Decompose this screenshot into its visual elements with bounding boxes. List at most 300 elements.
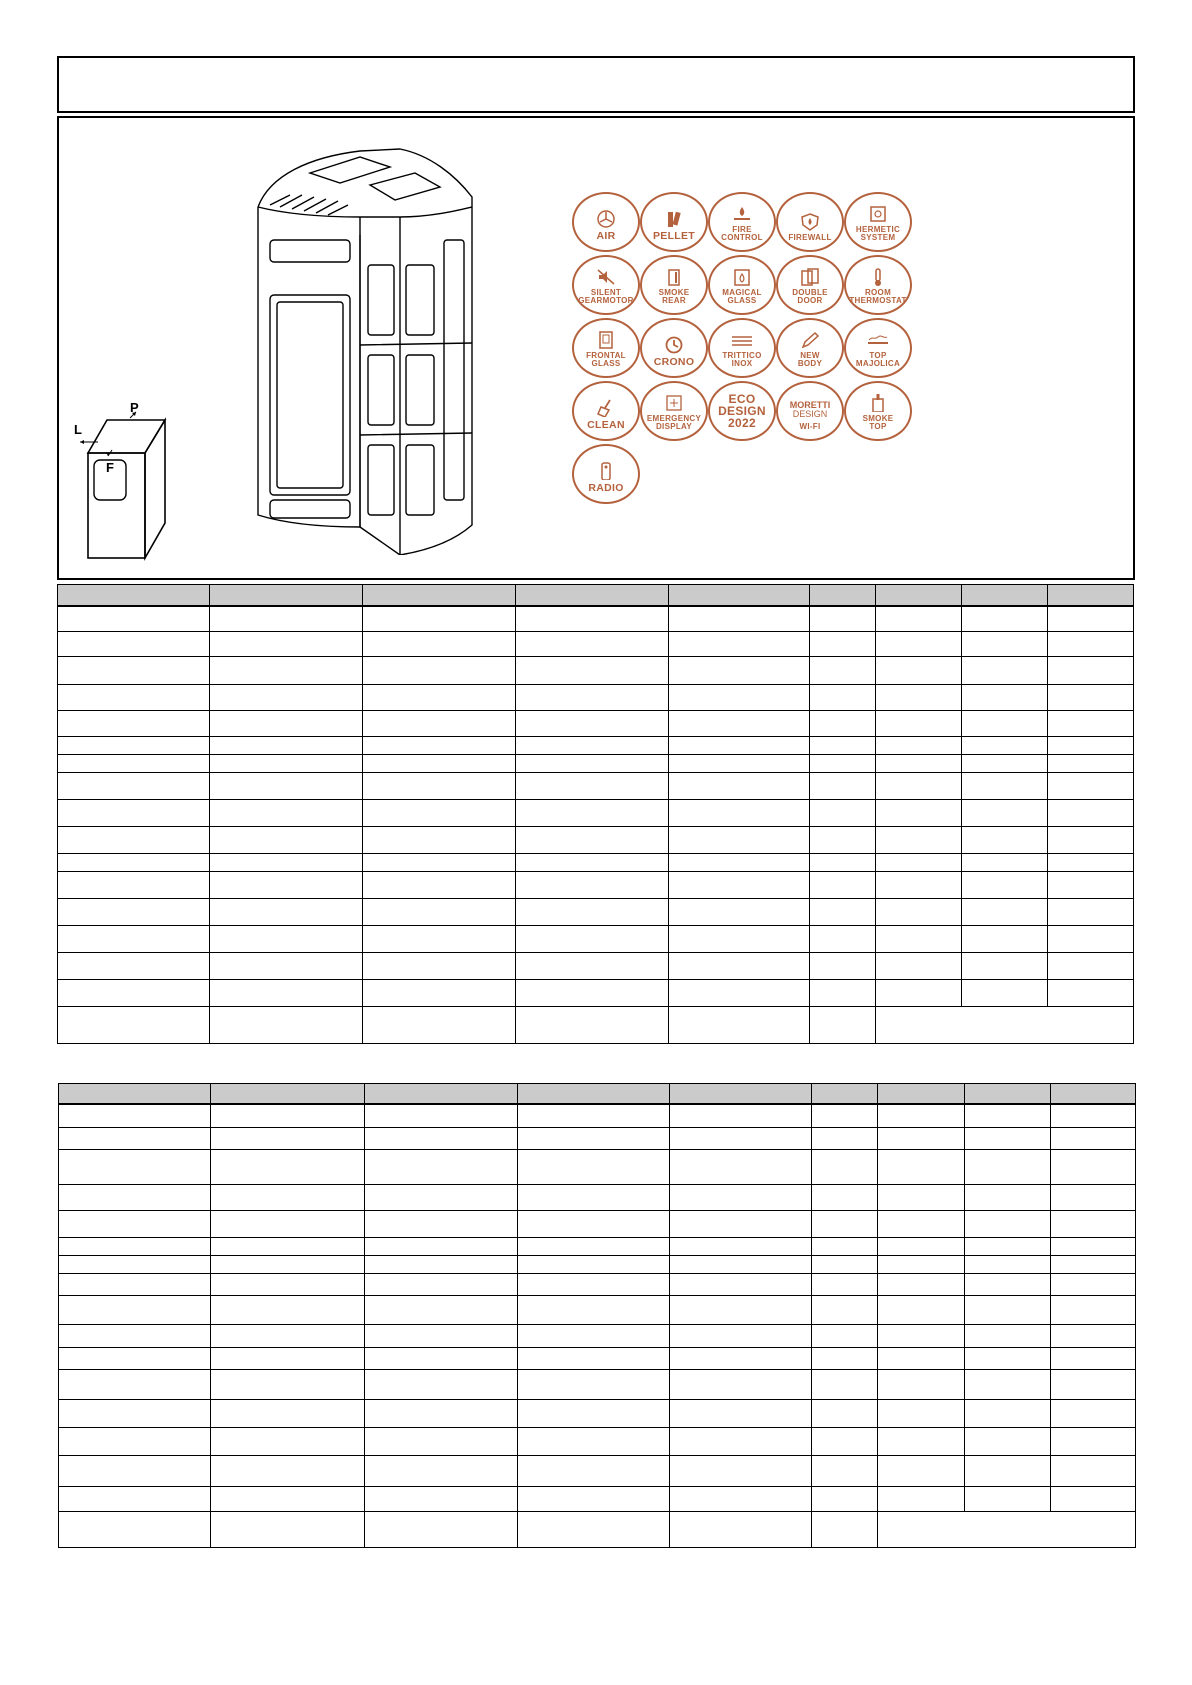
table-cell [516, 899, 669, 926]
feature-label: SMOKE REAR [658, 288, 690, 305]
table-cell [965, 1274, 1051, 1296]
table-cell [210, 632, 363, 657]
feature-label: DOUBLE DOOR [792, 288, 828, 305]
table-cell [365, 1512, 518, 1548]
table-cell [516, 953, 669, 980]
table-cell [210, 606, 363, 632]
table-cell [211, 1348, 365, 1370]
table-cell [965, 1185, 1051, 1211]
table-cell [812, 1128, 878, 1150]
table-cell [58, 685, 210, 711]
table-cell [363, 711, 516, 737]
table-row [59, 1104, 1136, 1128]
table-cell [670, 1238, 812, 1256]
feature-badge [708, 255, 776, 315]
table-row [59, 1185, 1136, 1211]
table-cell [878, 1325, 965, 1348]
feature-badge [776, 255, 844, 315]
moretti-design-logo: MORETTI DESIGN [789, 400, 831, 419]
feature-badge [640, 381, 708, 441]
table-cell [363, 872, 516, 899]
table-cell [1048, 800, 1134, 827]
table-header-row [58, 585, 1134, 606]
table-cell [211, 1370, 365, 1400]
table-cell [810, 657, 876, 685]
feature-label: SILENT GEARMOTOR [578, 288, 634, 305]
table-row [58, 1007, 1134, 1044]
table-cell [878, 1456, 965, 1487]
table-cell [878, 1256, 965, 1274]
table-cell [211, 1238, 365, 1256]
thermometer-icon [867, 268, 889, 286]
table-cell [210, 711, 363, 737]
table-cell [812, 1348, 878, 1370]
feature-label: CRONO [653, 356, 695, 368]
table-cell [516, 737, 669, 755]
table-cell [58, 1007, 210, 1044]
table-cell [965, 1325, 1051, 1348]
table-cell [669, 800, 810, 827]
table-cell [516, 926, 669, 953]
table-cell [365, 1104, 518, 1128]
table-cell [365, 1428, 518, 1456]
table-cell [363, 632, 516, 657]
feature-label: TOP MAJOLICA [855, 351, 901, 368]
table-cell [1048, 606, 1134, 632]
table-cell [1051, 1348, 1136, 1370]
table-cell [58, 737, 210, 755]
table-cell [210, 800, 363, 827]
table-row [58, 827, 1134, 854]
table-cell [1048, 827, 1134, 854]
label-l: L [74, 422, 82, 437]
table-cell [962, 737, 1048, 755]
table-cell [669, 606, 810, 632]
table-cell [58, 606, 210, 632]
table-cell [965, 1456, 1051, 1487]
table-cell [210, 685, 363, 711]
table-cell [59, 1211, 211, 1238]
table-row [59, 1370, 1136, 1400]
table-cell [365, 1238, 518, 1256]
table-cell [211, 1487, 365, 1512]
table-cell [876, 953, 962, 980]
table-cell [363, 800, 516, 827]
feature-badge [708, 318, 776, 378]
table-cell [812, 1456, 878, 1487]
feature-label: FIREWALL [788, 233, 832, 242]
label-p: P [130, 400, 139, 415]
table-cell [58, 953, 210, 980]
table-cell [516, 854, 669, 872]
feature-label: CLEAN [587, 419, 625, 431]
table-row [58, 606, 1134, 632]
table-cell [1048, 953, 1134, 980]
table-cell [878, 1084, 965, 1104]
table-cell [878, 1128, 965, 1150]
table-cell [812, 1256, 878, 1274]
feature-badge [708, 192, 776, 252]
table-cell [518, 1238, 670, 1256]
table-cell [876, 980, 962, 1007]
table-cell [59, 1296, 211, 1325]
table-cell [518, 1487, 670, 1512]
majolica-top-icon [867, 331, 889, 349]
table-cell [1051, 1428, 1136, 1456]
table-cell [58, 711, 210, 737]
table-row [59, 1325, 1136, 1348]
table-cell [669, 953, 810, 980]
table-cell [812, 1238, 878, 1256]
table-cell [518, 1296, 670, 1325]
table-cell [669, 755, 810, 773]
table-row [59, 1512, 1136, 1548]
table-cell [1048, 854, 1134, 872]
table-row [58, 657, 1134, 685]
table-cell [211, 1185, 365, 1211]
table-cell [363, 755, 516, 773]
table-cell [363, 1007, 516, 1044]
table-cell [210, 872, 363, 899]
table-cell [670, 1370, 812, 1400]
table-cell [1051, 1274, 1136, 1296]
table-row [58, 926, 1134, 953]
table-row [58, 755, 1134, 773]
table-cell [669, 872, 810, 899]
table-cell [876, 755, 962, 773]
table-cell [878, 1150, 965, 1185]
shield-flame-icon [799, 213, 821, 231]
table-cell [518, 1428, 670, 1456]
table-cell [211, 1211, 365, 1238]
table-cell [878, 1104, 965, 1128]
table-cell [516, 632, 669, 657]
table-cell [876, 711, 962, 737]
table-cell [1048, 926, 1134, 953]
table-cell [1051, 1456, 1136, 1487]
table-cell [58, 800, 210, 827]
table-cell [669, 632, 810, 657]
table-cell [516, 872, 669, 899]
table-cell [211, 1128, 365, 1150]
table-cell [812, 1487, 878, 1512]
table-cell [210, 773, 363, 800]
table-cell [1048, 773, 1134, 800]
table-cell [670, 1084, 812, 1104]
table-cell [58, 755, 210, 773]
table-cell [962, 872, 1048, 899]
table-cell [58, 827, 210, 854]
table-cell [211, 1084, 365, 1104]
table-cell [210, 854, 363, 872]
table-cell [518, 1400, 670, 1428]
table-cell [670, 1348, 812, 1370]
table-row [58, 773, 1134, 800]
table-cell [1048, 980, 1134, 1007]
table-cell [670, 1428, 812, 1456]
table-cell [670, 1296, 812, 1325]
table-cell [1051, 1185, 1136, 1211]
table-cell [1048, 657, 1134, 685]
table-row [58, 872, 1134, 899]
table-cell [670, 1325, 812, 1348]
table-cell [962, 711, 1048, 737]
table-cell [1051, 1296, 1136, 1325]
table-cell [670, 1400, 812, 1428]
table-cell [58, 980, 210, 1007]
table-cell [210, 1007, 363, 1044]
table-cell [211, 1150, 365, 1185]
pencil-icon [799, 331, 821, 349]
table-cell [1051, 1084, 1136, 1104]
stove-illustration [250, 145, 485, 555]
table-header-row [59, 1084, 1136, 1104]
feature-badge [776, 381, 844, 441]
table-cell [516, 773, 669, 800]
table-cell [812, 1400, 878, 1428]
table-cell [962, 980, 1048, 1007]
table-cell [876, 737, 962, 755]
table-row [58, 854, 1134, 872]
table-cell [965, 1400, 1051, 1428]
table-cell [669, 926, 810, 953]
table-cell [876, 872, 962, 899]
table-cell [1051, 1211, 1136, 1238]
table-cell [878, 1211, 965, 1238]
table-cell [812, 1325, 878, 1348]
spec-table-2 [58, 1083, 1136, 1548]
table-cell [810, 926, 876, 953]
table-row [59, 1211, 1136, 1238]
table-cell [59, 1428, 211, 1456]
pellet-swatches-icon [663, 210, 685, 228]
table-cell [965, 1084, 1051, 1104]
remote-icon [595, 462, 617, 480]
table-cell [878, 1428, 965, 1456]
table-cell [210, 980, 363, 1007]
table-cell [965, 1238, 1051, 1256]
table-cell [518, 1325, 670, 1348]
top-flue-icon [867, 394, 889, 412]
table-cell [365, 1348, 518, 1370]
table-cell [59, 1456, 211, 1487]
table-cell [965, 1428, 1051, 1456]
table-cell [58, 773, 210, 800]
table-cell [812, 1274, 878, 1296]
table-cell [365, 1400, 518, 1428]
table-cell [962, 800, 1048, 827]
table-cell [670, 1274, 812, 1296]
table-cell [363, 606, 516, 632]
table-cell [669, 737, 810, 755]
feature-badge [844, 318, 912, 378]
table-cell [669, 827, 810, 854]
table-cell [810, 899, 876, 926]
table-cell [810, 585, 876, 606]
table-cell [876, 827, 962, 854]
table-cell [878, 1400, 965, 1428]
table-cell [878, 1238, 965, 1256]
fan-icon [595, 210, 617, 228]
table-cell [210, 755, 363, 773]
table-cell [669, 585, 810, 606]
table-cell [1051, 1128, 1136, 1150]
table-cell [1048, 872, 1134, 899]
feature-badge [776, 192, 844, 252]
table-cell [878, 1185, 965, 1211]
table-cell [210, 899, 363, 926]
table-cell [1048, 711, 1134, 737]
table-cell [962, 926, 1048, 953]
table-cell [965, 1104, 1051, 1128]
table-row [59, 1487, 1136, 1512]
table-cell [59, 1370, 211, 1400]
table-cell [210, 827, 363, 854]
table-cell [962, 685, 1048, 711]
table-row [58, 980, 1134, 1007]
table-cell [810, 711, 876, 737]
table-cell [1048, 585, 1134, 606]
feature-badge [640, 255, 708, 315]
table-cell [1048, 685, 1134, 711]
table-cell [812, 1211, 878, 1238]
table-cell [59, 1104, 211, 1128]
table-cell [1051, 1487, 1136, 1512]
table-cell [516, 755, 669, 773]
table-row [58, 632, 1134, 657]
table-cell [876, 585, 962, 606]
table-cell [211, 1428, 365, 1456]
table-cell [1048, 755, 1134, 773]
table-cell [878, 1296, 965, 1325]
table-cell [670, 1256, 812, 1274]
table-cell [1051, 1256, 1136, 1274]
table-cell [516, 585, 669, 606]
table-cell [965, 1150, 1051, 1185]
table-cell [211, 1325, 365, 1348]
table-cell [516, 827, 669, 854]
table-cell [962, 755, 1048, 773]
feature-label: ROOM THERMOSTAT [849, 288, 907, 305]
feature-label: WI-FI [799, 422, 821, 431]
table-cell [58, 926, 210, 953]
table-cell [965, 1128, 1051, 1150]
table-row [59, 1274, 1136, 1296]
table-cell [965, 1296, 1051, 1325]
table-cell [810, 685, 876, 711]
table-cell [363, 685, 516, 711]
table-cell [878, 1487, 965, 1512]
table-cell [669, 854, 810, 872]
table-row [59, 1238, 1136, 1256]
table-cell [965, 1487, 1051, 1512]
table-cell [365, 1487, 518, 1512]
table-row [59, 1428, 1136, 1456]
table-cell [363, 773, 516, 800]
table-cell [878, 1512, 1136, 1548]
table-row [58, 800, 1134, 827]
table-cell [59, 1256, 211, 1274]
table-cell [670, 1150, 812, 1185]
table-cell [363, 926, 516, 953]
table-cell [363, 980, 516, 1007]
feature-badge [640, 192, 708, 252]
feature-label: TRITTICO INOX [722, 351, 762, 368]
table-cell [59, 1512, 211, 1548]
table-cell [363, 737, 516, 755]
table-cell [1048, 737, 1134, 755]
table-cell [669, 899, 810, 926]
table-cell [210, 926, 363, 953]
table-cell [876, 800, 962, 827]
table-cell [59, 1274, 211, 1296]
feature-label: EMERGENCY DISPLAY [646, 414, 702, 431]
table-cell [962, 585, 1048, 606]
table-cell [211, 1256, 365, 1274]
table-cell [518, 1104, 670, 1128]
table-cell [365, 1185, 518, 1211]
table-cell [878, 1370, 965, 1400]
table-cell [365, 1456, 518, 1487]
feature-badge [572, 192, 640, 252]
table-cell [962, 953, 1048, 980]
table-cell [365, 1084, 518, 1104]
table-row [59, 1456, 1136, 1487]
table-cell [59, 1084, 211, 1104]
table-cell [518, 1084, 670, 1104]
table-cell [58, 632, 210, 657]
table-cell [518, 1348, 670, 1370]
table-cell [1051, 1104, 1136, 1128]
table-cell [210, 737, 363, 755]
table-row [59, 1348, 1136, 1370]
table-cell [516, 1007, 669, 1044]
table-cell [58, 657, 210, 685]
table-cell [365, 1256, 518, 1274]
table-cell [810, 773, 876, 800]
table-cell [1051, 1370, 1136, 1400]
feature-label: FRONTAL GLASS [586, 351, 626, 368]
table-cell [878, 1348, 965, 1370]
table-cell [812, 1512, 878, 1548]
feature-label: MAGICAL GLASS [722, 288, 762, 305]
table-cell [363, 657, 516, 685]
table-cell [810, 953, 876, 980]
table-cell [876, 773, 962, 800]
table-cell [1048, 632, 1134, 657]
table-cell [810, 1007, 876, 1044]
table-cell [669, 773, 810, 800]
table-cell [670, 1512, 812, 1548]
frontal-glass-icon [595, 331, 617, 349]
table-cell [58, 872, 210, 899]
table-cell [810, 827, 876, 854]
table-cell [1051, 1238, 1136, 1256]
table-cell [810, 737, 876, 755]
feature-label: NEW BODY [797, 351, 823, 368]
table-cell [962, 827, 1048, 854]
table-cell [211, 1400, 365, 1428]
table-row [59, 1150, 1136, 1185]
dimension-diagram [70, 398, 175, 561]
table-cell [876, 685, 962, 711]
table-cell [962, 773, 1048, 800]
table-cell [365, 1211, 518, 1238]
table-cell [878, 1274, 965, 1296]
feature-badge [776, 318, 844, 378]
table-cell [812, 1185, 878, 1211]
muted-speaker-icon [595, 268, 617, 286]
